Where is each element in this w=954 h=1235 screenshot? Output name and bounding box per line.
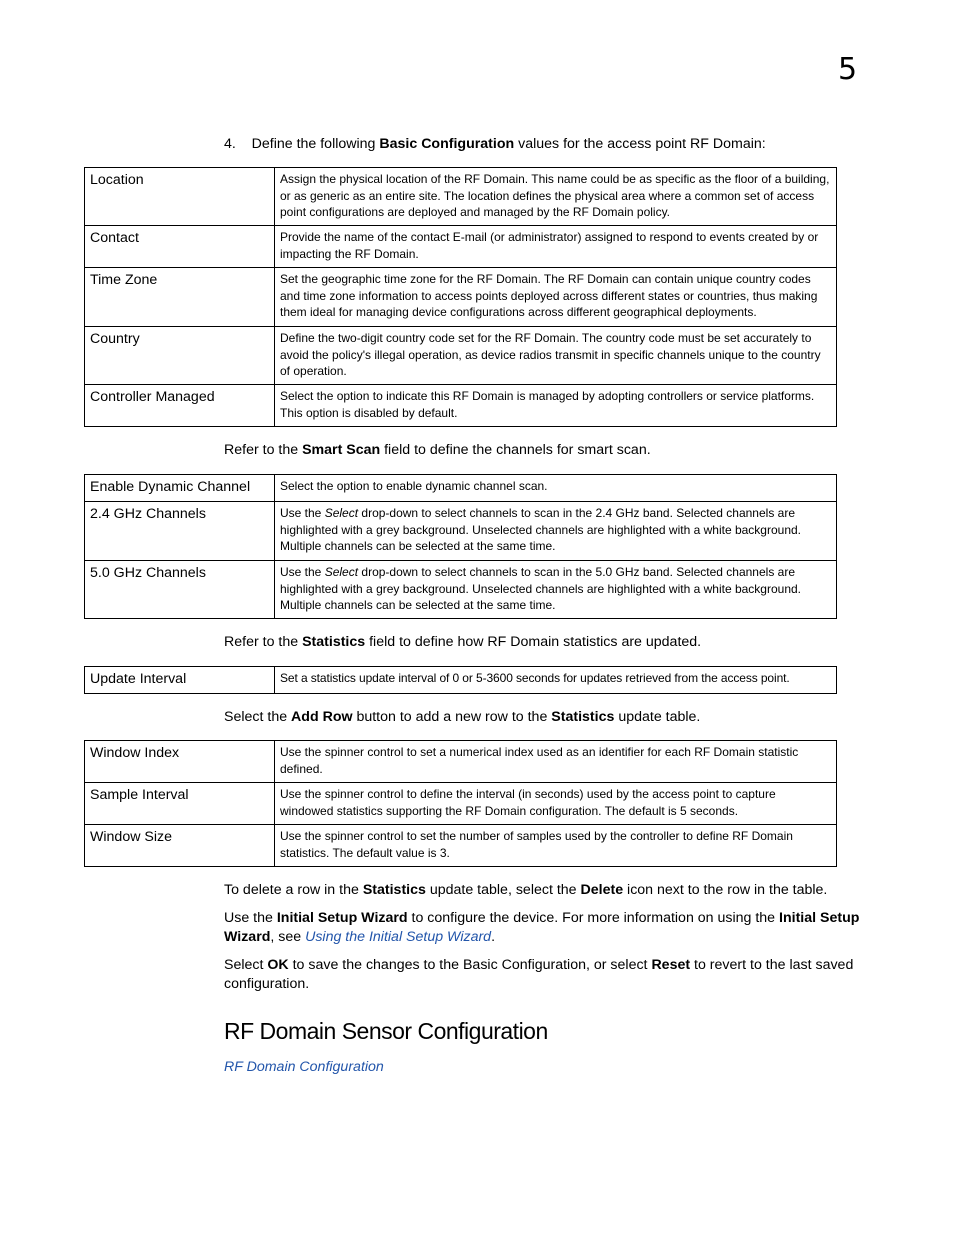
smart-scan-table bbox=[84, 474, 837, 619]
initial-setup-wizard-link[interactable]: Using the Initial Setup Wizard bbox=[305, 929, 492, 945]
table-row bbox=[85, 475, 837, 502]
term-cell: Window Size bbox=[85, 825, 275, 867]
table-row bbox=[85, 741, 837, 783]
desc-cell: Use the Select drop-down to select channels to scan in the 5.0 GHz band. Selected channels are highlighted with a grey background. Unselected channels are highlighted with a white background. Multiple channels can be selected at the same time. bbox=[275, 561, 837, 619]
basic-configuration-table bbox=[84, 167, 837, 427]
term-cell: Contact bbox=[85, 226, 275, 268]
smart-scan-intro: Refer to the Smart Scan field to define the channels for smart scan. bbox=[224, 442, 651, 458]
statistics-table bbox=[84, 666, 837, 694]
desc-cell: Select the option to indicate this RF Domain is managed by adopting controllers or service platforms. This option is disabled by default. bbox=[275, 385, 837, 427]
desc-cell: Provide the name of the contact E-mail (or administrator) assigned to respond to events created by or impacting the RF Domain. bbox=[275, 226, 837, 268]
add-row-intro: Select the Add Row button to add a new row to the Statistics update table. bbox=[224, 709, 701, 725]
table-row bbox=[85, 327, 837, 385]
rf-domain-configuration-link[interactable]: RF Domain Configuration bbox=[224, 1059, 384, 1075]
desc-cell: Use the spinner control to define the interval (in seconds) used by the access point to capture windowed statistics supporting the RF Domain configuration. The default is 5 seconds. bbox=[275, 783, 837, 825]
desc-cell: Use the spinner control to set the number of samples used by the controller to define RF Domain statistics. The default value is 3. bbox=[275, 825, 837, 867]
delete-paragraph: To delete a row in the Statistics update table, select the Delete icon next to the row in the table. bbox=[224, 882, 828, 898]
table-row bbox=[85, 226, 837, 268]
ok-reset-paragraph: Select OK to save the changes to the Basic Configuration, or select Reset to revert to the last saved configuration. bbox=[224, 957, 854, 992]
desc-cell: Define the two-digit country code set for the RF Domain. The country code must be set accurately to avoid the policy's illegal operation, as device radios transmit in specific channels unique to the country of operation. bbox=[275, 327, 837, 385]
table-row bbox=[85, 385, 837, 427]
table-row bbox=[85, 783, 837, 825]
table-row bbox=[85, 268, 837, 327]
table-row bbox=[85, 825, 837, 867]
term-cell: Sample Interval bbox=[85, 783, 275, 825]
desc-cell: Select the option to enable dynamic channel scan. bbox=[275, 475, 837, 502]
section-heading: RF Domain Sensor Configuration bbox=[224, 1018, 548, 1044]
desc-cell: Assign the physical location of the RF Domain. This name could be as specific as the floor of a building, or as generic as an entire site. The location defines the physical area where a common set of access point configurations are deployed and managed by the RF Domain policy. bbox=[275, 168, 837, 226]
term-cell: Country bbox=[85, 327, 275, 385]
table-row bbox=[85, 561, 837, 619]
term-cell: Location bbox=[85, 168, 275, 226]
desc-cell: Use the Select drop-down to select channels to scan in the 2.4 GHz band. Selected channels are highlighted with a grey background. Unselected channels are highlighted with a white background. Multiple channels can be selected at the same time. bbox=[275, 502, 837, 561]
window-table bbox=[84, 740, 837, 867]
term-cell: 2.4 GHz Channels bbox=[85, 502, 275, 561]
term-cell: Window Index bbox=[85, 741, 275, 783]
wizard-paragraph: Use the Initial Setup Wizard to configure the device. For more information on using the Initial Setup Wizard, see Using the Initial Setup Wizard. bbox=[224, 910, 860, 945]
term-cell: 5.0 GHz Channels bbox=[85, 561, 275, 619]
table-row bbox=[85, 502, 837, 561]
term-cell: Enable Dynamic Channel bbox=[85, 475, 275, 502]
chapter-number: 5 bbox=[838, 52, 858, 87]
desc-cell: Set the geographic time zone for the RF Domain. The RF Domain can contain unique country codes and time zone information to access points deployed across different states or countries, thus making them ideal for managing device configurations across different geographical deployments. bbox=[275, 268, 837, 327]
table-row bbox=[85, 667, 837, 694]
desc-cell: Use the spinner control to set a numerical index used as an identifier for each RF Domain statistic defined. bbox=[275, 741, 837, 783]
table-row bbox=[85, 168, 837, 226]
step-4-text: 4. Define the following Basic Configuration values for the access point RF Domain: bbox=[224, 136, 766, 152]
step-number: 4. bbox=[224, 136, 236, 152]
statistics-intro: Refer to the Statistics field to define how RF Domain statistics are updated. bbox=[224, 634, 702, 650]
desc-cell: Set a statistics update interval of 0 or 5-3600 seconds for updates retrieved from the access point. bbox=[275, 667, 837, 694]
term-cell: Controller Managed bbox=[85, 385, 275, 427]
term-cell: Update Interval bbox=[85, 667, 275, 694]
term-cell: Time Zone bbox=[85, 268, 275, 327]
